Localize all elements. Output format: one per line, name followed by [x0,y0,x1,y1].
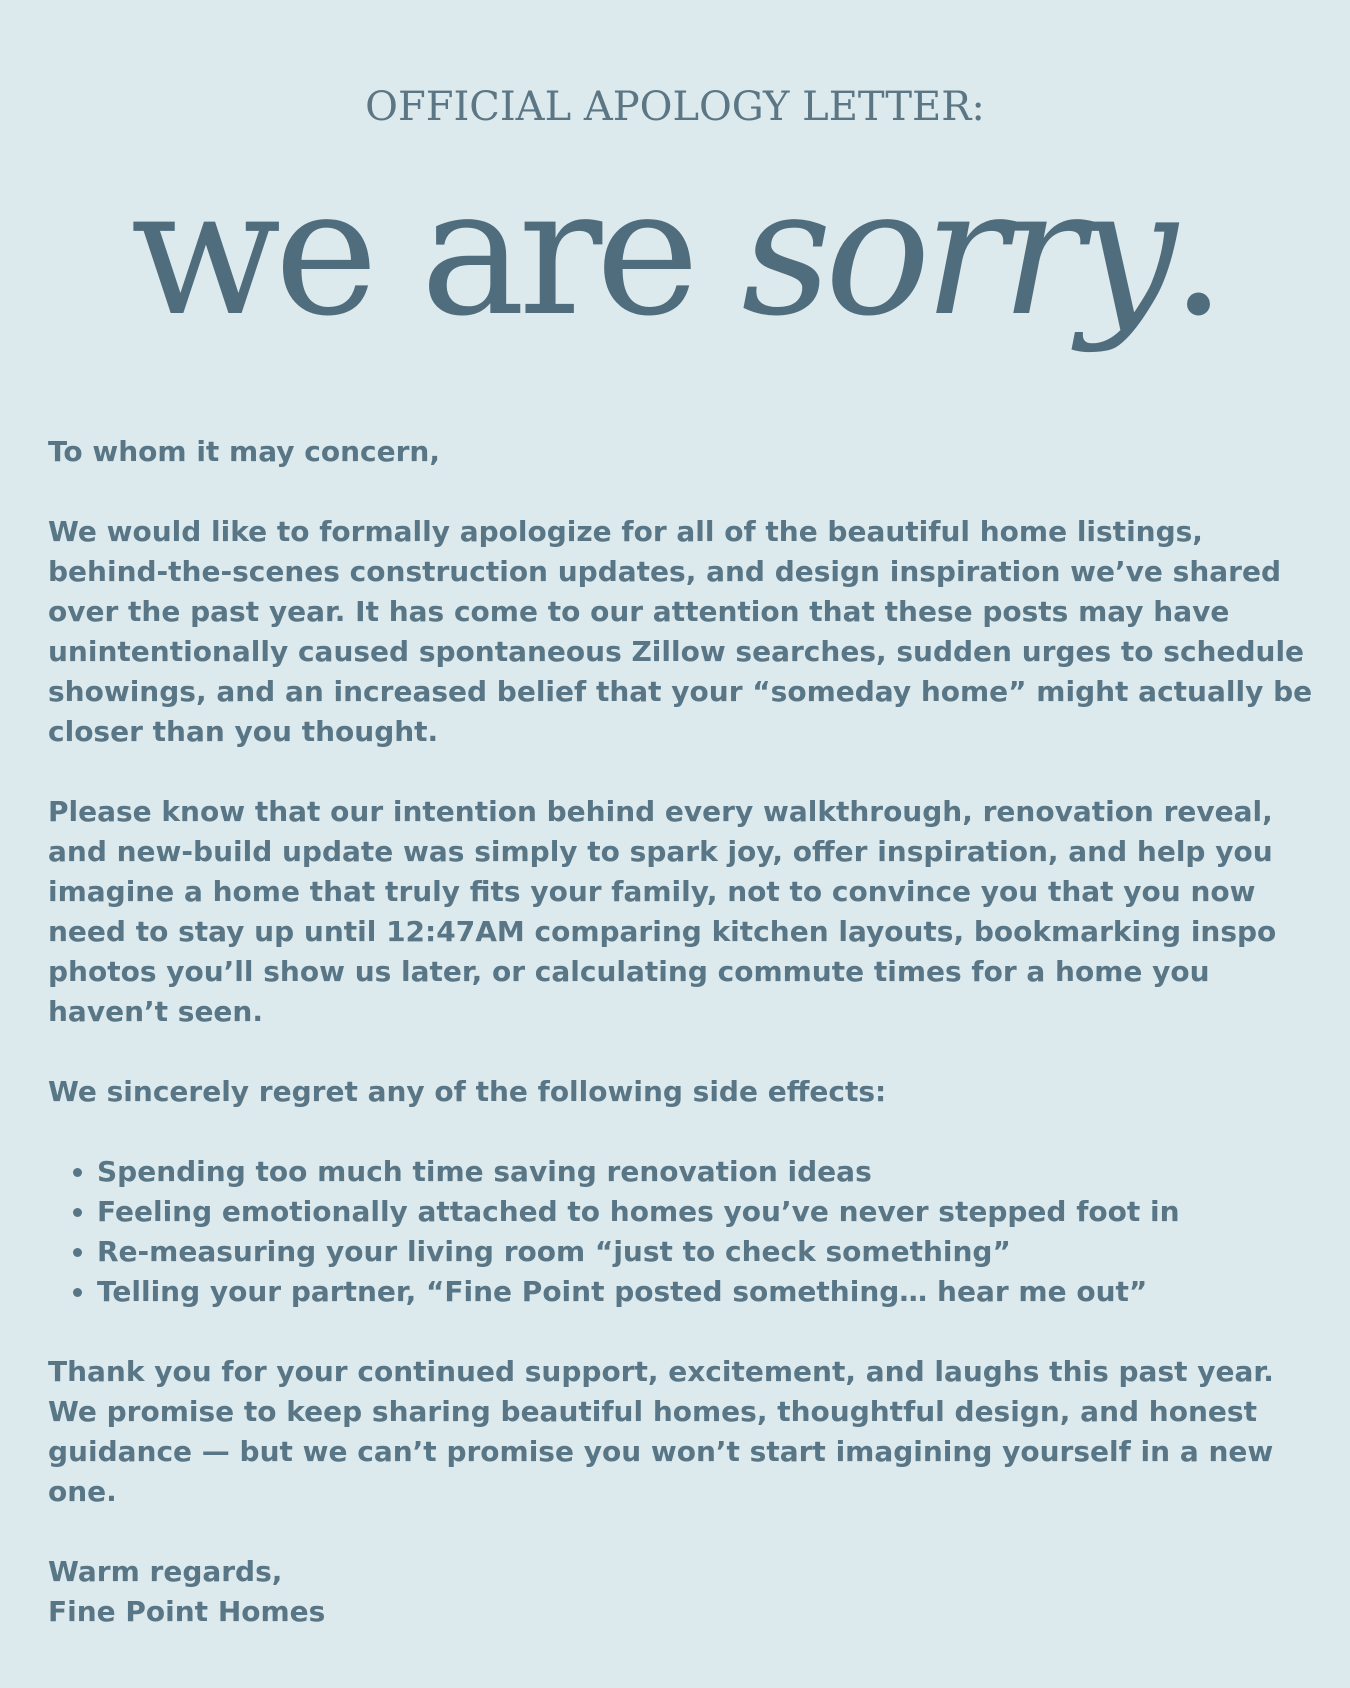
letter-body [48,432,1318,1672]
salutation: To whom it may concern, [48,435,440,468]
headline [0,148,1350,358]
list-item: • Telling your partner, “Fine Point posted something… hear me out” [97,1272,1318,1312]
headline-plain: we are [130,150,742,355]
paragraph-2: Please know that our intention behind every walkthrough, renovation reveal, and new-build update was simply to spark joy, offer inspiration, and help you imagine a home that truly fits your family, not to convince you that you now need to stay up until 12:47AM comparing kitchen layouts, bookmarking inspo photos you’ll show us later, or calculating commute times for a home you haven’t seen. [48,795,1277,1028]
list-item: • Spending too much time saving renovation ideas [97,1152,1318,1192]
closing-line-2: We promise to keep sharing beautiful homes, thoughtful design, and honest guidance — but we can’t promise you won’t start imagining yourself in a new one. [48,1395,1274,1508]
paragraph-1: We would like to formally apologize for all of the beautiful home listings, behind-the-scenes construction updates, and design inspiration we’ve shared over the past year. It has come to our attention that these posts may have unintentionally caused spontaneous Zillow searches, sudden urges to schedule showings, and an increased belief that your “someday home” might actually be closer than you thought. [48,515,1313,748]
closing-line-1: Thank you for your continued support, excitement, and laughs this past year. [48,1355,1274,1388]
signoff: Warm regards, [48,1555,283,1588]
list-item: • Feeling emotionally attached to homes you’ve never stepped foot in [97,1192,1318,1232]
signature: Fine Point Homes [48,1595,326,1628]
side-effects-list [48,1152,1318,1312]
signoff-block [48,1552,1318,1632]
list-item: • Re-measuring your living room “just to check something” [97,1232,1318,1272]
letter-kicker: OFFICIAL APOLOGY LETTER: [365,84,985,130]
closing-paragraph [48,1352,1318,1512]
headline-period: . [1170,150,1220,355]
list-intro: We sincerely regret any of the following side effects: [48,1075,887,1108]
headline-italic: sorry [741,150,1171,355]
